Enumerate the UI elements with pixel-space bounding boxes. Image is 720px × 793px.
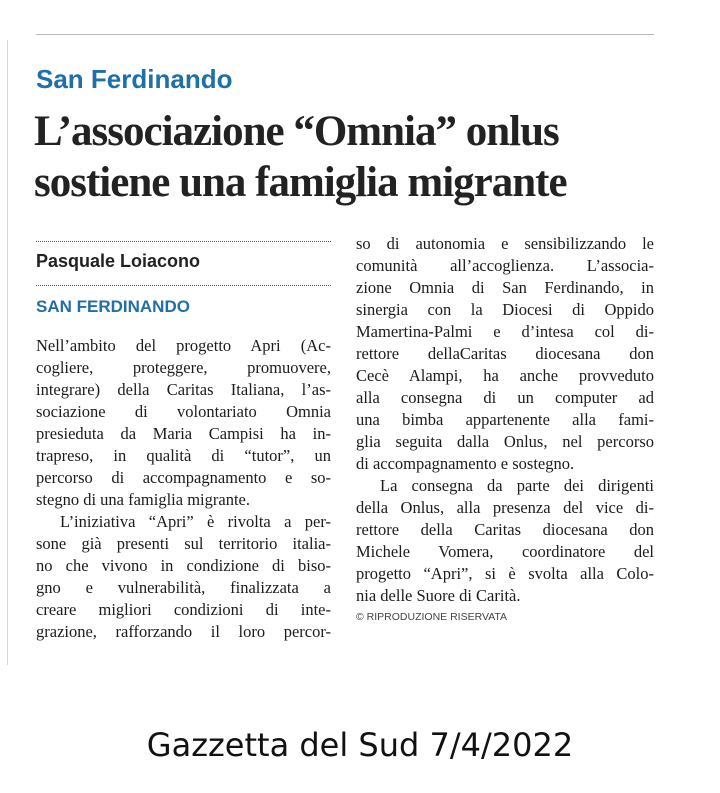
headline <box>34 106 674 208</box>
column2-line: Cecè Alampi, ha anche provveduto <box>356 366 654 385</box>
column1-line: L’iniziativa “Apri” è rivolta a per- <box>60 512 331 531</box>
column1-line: integrare) della Caritas Italiana, l’as- <box>36 380 331 399</box>
source-caption: Gazzetta del Sud 7/4/2022 <box>146 726 574 764</box>
column2-line: glia seguita dalla Onlus, nel percorso <box>356 432 654 451</box>
column1-line: cogliere, proteggere, promuovere, <box>36 358 331 377</box>
copyright-notice: © RIPRODUZIONE RISERVATA <box>356 611 508 623</box>
column2-line: Michele Vomera, coordinatore del <box>356 542 654 561</box>
byline-divider <box>36 241 331 242</box>
section-kicker: San Ferdinando <box>36 64 233 94</box>
column2-line: rettore dellaCaritas diocesana don <box>356 344 654 363</box>
column2-line: zione Omnia di San Ferdinando, in <box>356 278 654 297</box>
column2-line: so di autonomia e sensibilizzando le <box>356 234 654 253</box>
dateline: SAN FERDINANDO <box>36 297 190 316</box>
column1-line: gno e vulnerabilità, finalizzata a <box>36 578 331 597</box>
column2-line: nia delle Suore di Carità. <box>356 586 521 605</box>
column2-line: Mamertina-Palmi e d’intesa col di- <box>356 322 654 341</box>
column2-line: progetto “Apri”, si è svolta alla Colo- <box>356 564 654 583</box>
byline-divider <box>36 285 331 286</box>
column1-line: sociazione di volontariato Omnia <box>36 402 331 421</box>
column2-line: La consegna da parte dei dirigenti <box>380 476 654 495</box>
column1-line: presieduta da Maria Campisi ha in- <box>36 424 331 443</box>
column2-line: della Onlus, alla presenza del vice di- <box>356 498 654 517</box>
column1-line: stegno di una famiglia migrante. <box>36 490 250 509</box>
column1-line: grazione, rafforzando il loro percor- <box>36 622 331 641</box>
column2-line: sinergia con la Diocesi di Oppido <box>356 300 654 319</box>
page-edge-rule <box>7 40 8 665</box>
column2-line: una bimba appartenente alla fami- <box>356 410 654 429</box>
column2-line: di accompagnamento e sostegno. <box>356 454 575 473</box>
top-rule <box>36 34 654 35</box>
column1-line: no che vivono in condizione di biso- <box>36 556 331 575</box>
column1-line: creare migliori condizioni di inte- <box>36 600 331 619</box>
headline-line: L’associazione “Omnia” onlus <box>34 108 559 155</box>
column2-line: comunità all’accoglienza. L’associa- <box>356 256 654 275</box>
column1-line: percorso di accompagnamento e so- <box>36 468 331 487</box>
author-byline: Pasquale Loiacono <box>36 251 201 271</box>
column2-line: alla consegna di un computer ad <box>356 388 654 407</box>
column2-line: rettore della Caritas diocesana don <box>356 520 654 539</box>
column1-line: trapreso, in qualità di “tutor”, un <box>36 446 331 465</box>
headline-line: sostiene una famiglia migrante <box>34 159 567 206</box>
column1-line: Nell’ambito del progetto Apri (Ac- <box>36 336 331 355</box>
column1-line: sone già presenti sul territorio italia- <box>36 534 331 553</box>
